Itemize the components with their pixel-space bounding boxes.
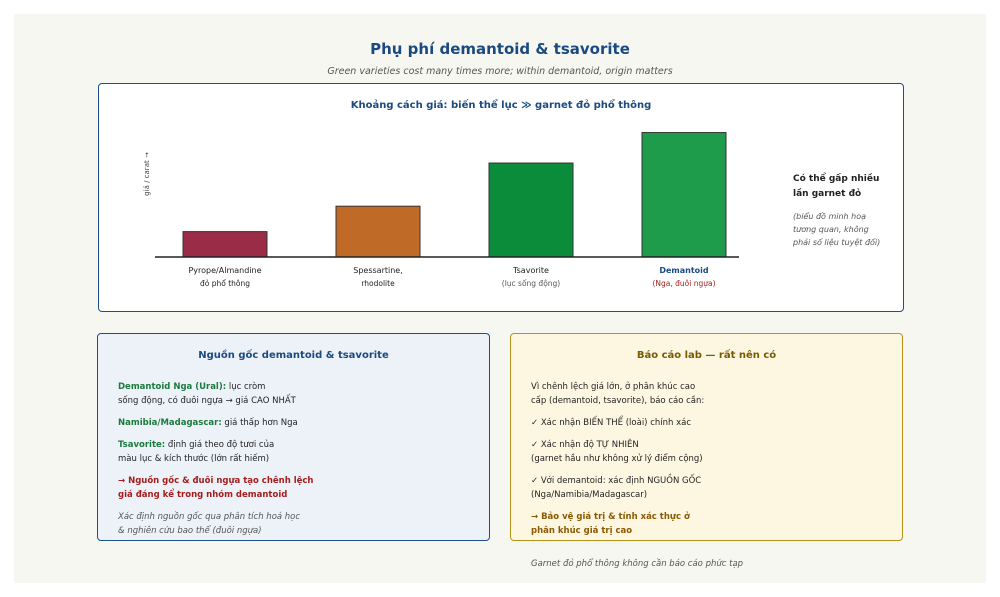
- lab-summary-line: phân khúc giá trị cao: [531, 526, 633, 536]
- side-note-title-line: Có thể gấp nhiều: [793, 174, 880, 184]
- origin-key: Namibia/Madagascar:: [118, 418, 222, 428]
- lab-check-text: ✓ Xác nhận BIẾN THỂ (loài) chính xác: [531, 418, 692, 428]
- origin-conclusion: [118, 474, 473, 502]
- x-tick-label: Tsavorite: [513, 266, 549, 275]
- lab-check-natural: [531, 438, 886, 466]
- x-tick-label: Spessartine,: [353, 266, 403, 275]
- origin-panel-body: [118, 380, 473, 546]
- bar-1: [183, 232, 267, 257]
- origin-text: định giá theo độ tươi của: [165, 440, 275, 450]
- origin-key: Demantoid Nga (Ural):: [118, 382, 227, 392]
- lab-footnote: Garnet đỏ phổ thông không cần báo cáo phức tạp: [531, 559, 744, 569]
- lab-panel-title: Báo cáo lab — rất nên có: [636, 350, 777, 361]
- lab-check-text: (garnet hầu như không xử lý điểm cộng): [531, 454, 703, 464]
- origin-panel: [97, 333, 490, 541]
- x-tick-label: Pyrope/Almandine: [188, 266, 262, 275]
- x-tick-sublabel: (lục sống động): [501, 279, 561, 288]
- origin-text: màu lục & kích thước (lớn rất hiếm): [118, 454, 270, 464]
- side-note-caption-line: (biểu đồ minh hoạ: [793, 212, 867, 221]
- lab-summary-line: → Bảo vệ giá trị & tính xác thực ở: [531, 512, 690, 522]
- lab-report-panel: [510, 333, 903, 541]
- origin-text: giá thấp hơn Nga: [221, 418, 298, 428]
- side-note-caption: [793, 210, 903, 249]
- side-note-caption-line: phải số liệu tuyệt đối): [793, 238, 881, 247]
- lab-panel-body: [531, 380, 886, 546]
- origin-text: sống động, có đuôi ngựa → giá CAO NHẤT: [118, 396, 296, 406]
- bar-4: [642, 133, 726, 257]
- origin-note-line: Xác định nguồn gốc qua phân tích hoá học: [118, 512, 301, 522]
- lab-intro-line: Vì chênh lệch giá lớn, ở phân khúc cao: [531, 382, 696, 392]
- y-axis-label: giá / carat →: [143, 152, 151, 196]
- side-note-caption-line: tương quan, không: [793, 225, 869, 234]
- lab-check-origin: [531, 474, 886, 502]
- origin-item-namibia: [118, 416, 473, 430]
- x-tick-sublabel: đỏ phổ thông: [199, 279, 251, 288]
- origin-note: [118, 510, 473, 538]
- lab-intro: [531, 380, 886, 408]
- page-background: [14, 14, 986, 583]
- origin-conclusion-line: giá đáng kể trong nhóm demantoid: [118, 490, 288, 500]
- chart-title: Khoảng cách giá: biến thể lục ≫ garnet đỏ phổ thông: [350, 100, 652, 111]
- origin-conclusion-line: → Nguồn gốc & đuôi ngựa tạo chênh lệch: [118, 476, 314, 486]
- bar-chart: [99, 84, 905, 313]
- x-tick-sublabel: rhodolite: [361, 279, 395, 288]
- lab-check-text: ✓ Xác nhận độ TỰ NHIÊN: [531, 440, 639, 450]
- lab-summary: [531, 510, 886, 538]
- origin-note-line: & nghiên cứu bao thể (đuôi ngựa): [118, 526, 262, 536]
- x-tick-label: Demantoid: [659, 266, 709, 275]
- side-note-title: [793, 172, 903, 202]
- bar-2: [336, 206, 420, 257]
- page-subtitle: Green varieties cost many times more; within demantoid, origin matters: [327, 66, 673, 77]
- page-title: Phụ phí demantoid & tsavorite: [370, 40, 630, 58]
- side-note-title-line: lần garnet đỏ: [793, 189, 862, 199]
- origin-key: Tsavorite:: [118, 440, 166, 450]
- lab-check-text: (Nga/Namibia/Madagascar): [531, 490, 648, 500]
- origin-text: lục cròm: [226, 382, 266, 392]
- chart-side-note: [793, 172, 903, 249]
- bar-3: [489, 163, 573, 257]
- x-tick-sublabel: (Nga, đuôi ngựa): [652, 279, 716, 288]
- chart-panel: [98, 83, 904, 312]
- origin-item-tsavorite: [118, 438, 473, 466]
- origin-item-russia: [118, 380, 473, 408]
- lab-check-variety: [531, 416, 886, 430]
- origin-panel-title: Nguồn gốc demantoid & tsavorite: [198, 350, 389, 361]
- lab-intro-line: cấp (demantoid, tsavorite), báo cáo cần:: [531, 396, 705, 406]
- lab-check-text: ✓ Với demantoid: xác định NGUỒN GỐC: [531, 476, 702, 486]
